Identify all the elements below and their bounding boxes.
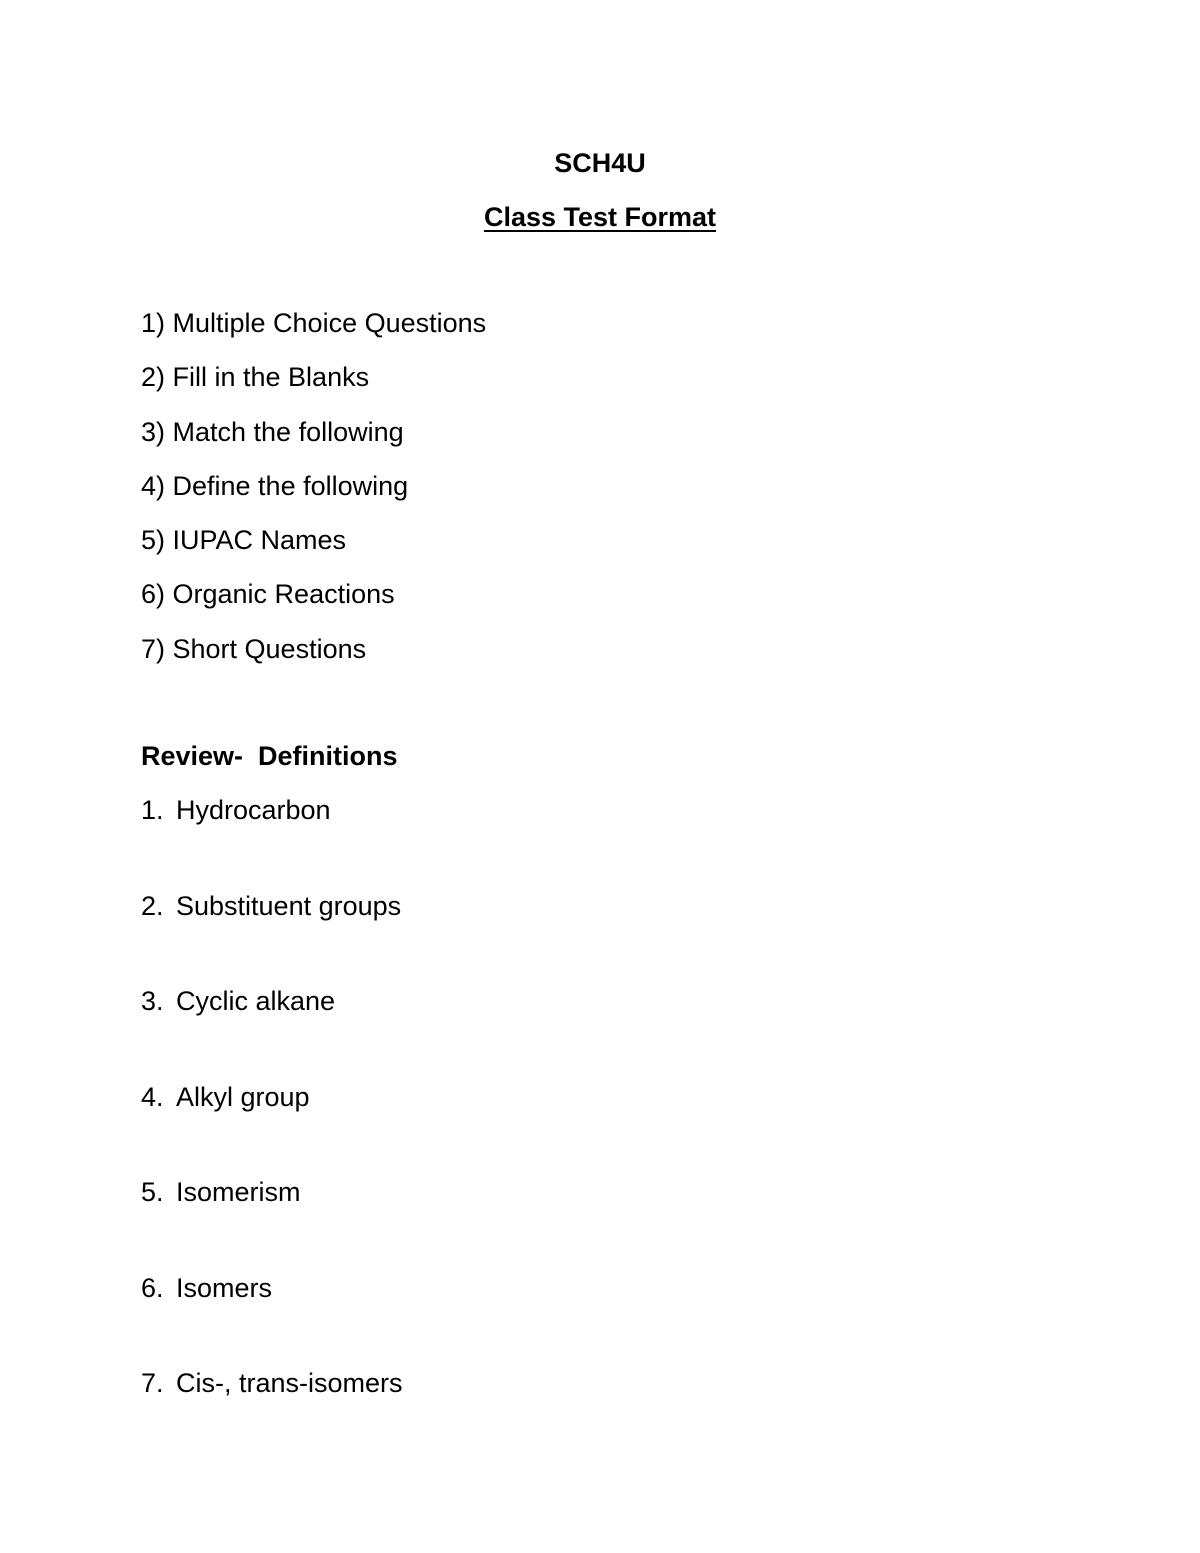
definition-number: 7. bbox=[141, 1368, 164, 1398]
definition-term: Isomers bbox=[176, 1272, 273, 1303]
format-item: 5) IUPAC Names bbox=[141, 525, 347, 556]
format-item: 2) Fill in the Blanks bbox=[141, 362, 370, 393]
course-code: SCH4U bbox=[554, 148, 646, 178]
format-item: 7) Short Questions bbox=[141, 633, 367, 664]
definition-number: 4. bbox=[141, 1081, 164, 1112]
test-format-list bbox=[141, 306, 486, 686]
format-item: 3) Match the following bbox=[141, 416, 404, 447]
definition-item bbox=[141, 1175, 403, 1209]
definition-item bbox=[141, 1080, 403, 1114]
definition-term: Substituent groups bbox=[176, 890, 402, 921]
definition-item bbox=[141, 889, 403, 923]
review-heading: Review- Definitions bbox=[141, 741, 398, 771]
format-item: 4) Define the following bbox=[141, 470, 409, 501]
definition-term: Alkyl group bbox=[176, 1081, 310, 1112]
definition-term: Cis-, trans-isomers bbox=[176, 1368, 403, 1398]
definition-term: Isomerism bbox=[176, 1177, 301, 1207]
definition-item bbox=[141, 1366, 403, 1400]
page-title: Class Test Format bbox=[483, 202, 717, 232]
definitions-list bbox=[141, 793, 403, 1462]
definition-item bbox=[141, 984, 403, 1018]
format-item: 1) Multiple Choice Questions bbox=[141, 308, 487, 338]
definition-item bbox=[141, 793, 403, 827]
format-item: 6) Organic Reactions bbox=[141, 579, 395, 610]
definition-term: Hydrocarbon bbox=[176, 795, 331, 825]
definition-number: 6. bbox=[141, 1272, 164, 1303]
definition-item bbox=[141, 1271, 403, 1305]
definition-number: 3. bbox=[141, 986, 164, 1016]
definition-number: 5. bbox=[141, 1177, 164, 1207]
definition-number: 1. bbox=[141, 795, 164, 825]
definition-term: Cyclic alkane bbox=[176, 986, 336, 1016]
definition-number: 2. bbox=[141, 890, 164, 921]
